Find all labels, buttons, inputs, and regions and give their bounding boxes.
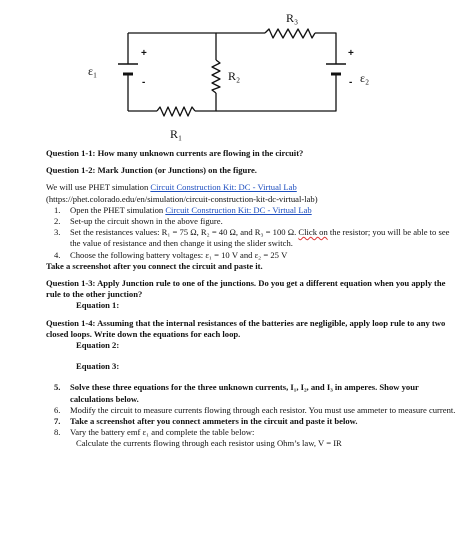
screenshot-instruction-1: Take a screenshot after you connect the circuit and paste it. [46,260,263,271]
step-number: 5. [54,382,61,393]
resistor-r1 [157,107,195,116]
e2-label: ε₂ [360,71,370,85]
equation-3-label: Equation 3: [76,361,120,372]
phet-intro-text: We will use PHET simulation [46,182,151,193]
step-3-flagged-text: Click on [298,227,328,238]
step-1-link[interactable]: Circuit Construction Kit: DC - Virtual Lab [165,204,312,215]
e2-minus-sign: - [349,77,353,88]
question-1-2: Question 1-2: Mark Junction (or Junctions) on the figure. [46,165,257,176]
step-7 [46,416,456,427]
step-number: 3. [54,227,61,238]
phet-url: (https://phet.colorado.edu/en/simulation/circuit-construction-kit-dc-virtual-lab) [46,193,318,204]
e1-plus-sign: + [141,48,147,59]
r2-label: R₂ [228,69,241,83]
ohm-instruction: Calculate the currents flowing through each resistor using Ohm’s law, V = IR [76,438,342,449]
step-text: Choose the following battery voltages: ε₁ = 10 V and ε₂ = 25 V [70,249,288,260]
battery-e2 [326,64,346,74]
question-1-4: Question 1-4: Assuming that the internal resistances of the batteries are negligible, apply loop rule to any two closed loops. Write down the equations for each loop. [46,317,446,339]
step-number: 1. [54,204,61,215]
step-5 [46,382,456,404]
step-text: Open the PHET simulation [70,204,166,215]
circuit-diagram [0,0,474,150]
step-text-cont: the resistor; you will be able to see the value of resistance and then change it using the slider switch. [70,227,450,249]
equation-1-label: Equation 1: [76,300,120,311]
step-number: 6. [54,404,61,415]
e1-minus-sign: - [142,77,146,88]
r1-label: R₁ [170,127,183,141]
question-1-1: Question 1-1: How many unknown currents are flowing in the circuit? [46,148,304,158]
step-3 [46,227,456,249]
step-text: Set-up the circuit shown in the above figure. [70,216,223,227]
step-number: 4. [54,249,61,260]
step-number: 2. [54,216,61,227]
step-8 [46,427,456,438]
step-1 [46,205,456,216]
phet-link[interactable]: Circuit Construction Kit: DC - Virtual Lab [150,182,297,193]
step-2 [46,216,456,227]
resistor-r2 [212,60,220,93]
wire-bottom [128,93,216,111]
step-text: Set the resistances values: R₁ = 75 Ω, R₂ = 40 Ω, and R₃ = 100 Ω. [70,227,299,238]
step-text: Modify the circuit to measure currents flowing through each resistor. You must use ammeter to measure current. [70,404,456,415]
question-1-3: Question 1-3: Apply Junction rule to one of the junctions. Do you get a different equation when you apply the rule to the other junction? [46,278,446,300]
e1-label: ε₁ [88,64,98,78]
step-4 [46,250,456,261]
e2-plus-sign: + [348,48,354,59]
step-number: 8. [54,427,61,438]
step-number: 7. [54,416,61,427]
step-6 [46,405,456,416]
r3-label: R₃ [286,11,299,25]
battery-e1 [118,64,138,74]
step-text: Take a screenshot after you connect ammeters in the circuit and paste it below. [70,416,358,427]
phet-intro [46,182,456,193]
worksheet [46,148,456,450]
equation-2-label: Equation 2: [76,340,120,351]
resistor-r3 [265,29,315,38]
step-text: Vary the battery emf ε₁ and complete the table below: [70,427,255,438]
step-text: Solve these three equations for the three unknown currents, I₁, I₂, and I₃ in amperes. Show your calculations below. [70,382,419,404]
